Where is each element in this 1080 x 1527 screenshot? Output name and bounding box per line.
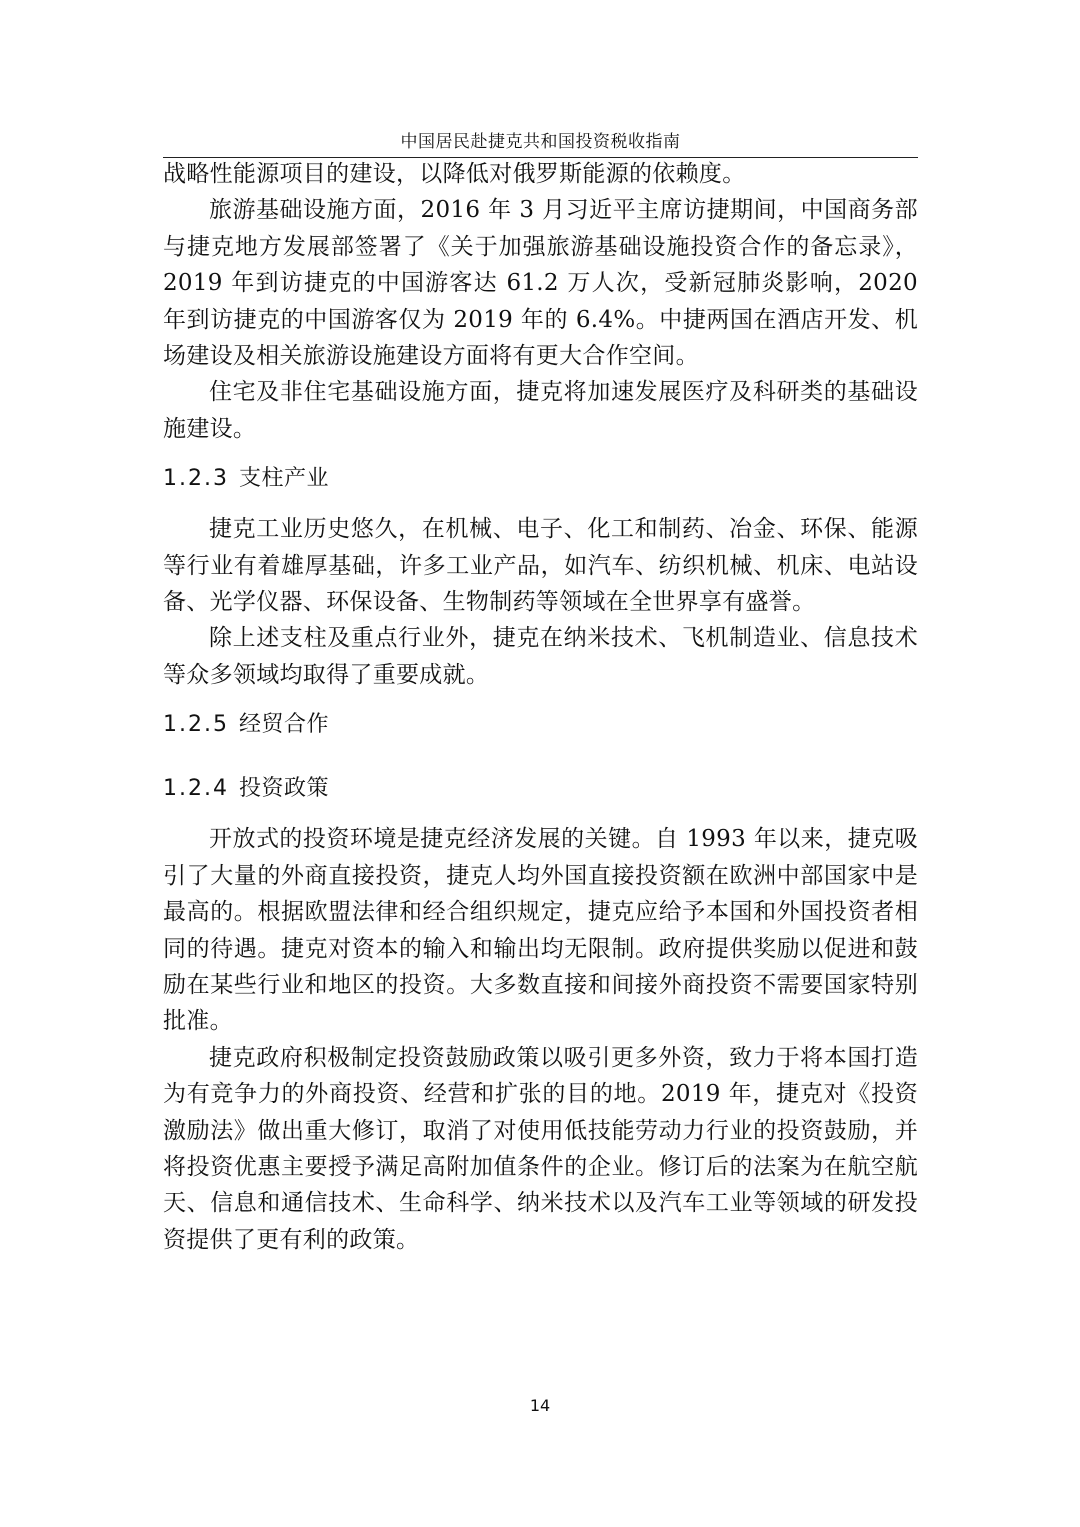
paragraph-energy-continuation: 战略性能源项目的建设，以降低对俄罗斯能源的依赖度。: [163, 161, 746, 187]
paragraph-residential-infrastructure: 住宅及非住宅基础设施方面，捷克将加速发展医疗及科研类的基础设施建设。: [163, 379, 918, 442]
section-heading-investment-policy: [163, 757, 918, 821]
section-heading-trade-cooperation: [163, 693, 918, 757]
page-body: [163, 156, 918, 1258]
paragraph-tourism-infrastructure: 旅游基础设施方面，2016 年 3 月习近平主席访捷期间，中国商务部与捷克地方发展部签署了《关于加强旅游基础设施投资合作的备忘录》，2019 年到访捷克的中国游客达 61.2 万人次，受新冠肺炎影响，2020 年到访捷克的中国游客仅为 2019 年的 6.4%。中捷两国在酒店开发、机场建设及相关旅游设施建设方面将有更大合作空间。: [163, 197, 918, 370]
page-number: 14: [529, 1396, 551, 1415]
document-title: 中国居民赴捷克共和国投资税收指南: [400, 132, 681, 152]
section-number: 1.2.5: [163, 712, 229, 738]
paragraph-other-achievements: 除上述支柱及重点行业外，捷克在纳米技术、飞机制造业、信息技术等众多领域均取得了重要成就。: [163, 625, 918, 688]
paragraph-open-investment: 开放式的投资环境是捷克经济发展的关键。自 1993 年以来，捷克吸引了大量的外商直接投资，捷克人均外国直接投资额在欧洲中部国家中是最高的。根据欧盟法律和经合组织规定，捷克应给予本国和外国投资者相同的待遇。捷克对资本的输入和输出均无限制。政府提供奖励以促进和鼓励在某些行业和地区的投资。大多数直接和间接外商投资不需要国家特别批准。: [163, 826, 918, 1035]
section-heading-pillar-industries: [163, 447, 918, 511]
paragraph-industry-history: 捷克工业历史悠久，在机械、电子、化工和制药、冶金、环保、能源等行业有着雄厚基础，许多工业产品，如汽车、纺织机械、机床、电站设备、光学仪器、环保设备、生物制药等领域在全世界享有盛誉。: [163, 516, 918, 616]
section-title: 投资政策: [239, 776, 330, 802]
section-title: 支柱产业: [239, 466, 330, 492]
section-title: 经贸合作: [239, 712, 330, 738]
section-number: 1.2.4: [163, 776, 229, 802]
section-number: 1.2.3: [163, 466, 229, 492]
page-header: [163, 128, 918, 158]
paragraph-investment-incentives: 捷克政府积极制定投资鼓励政策以吸引更多外资，致力于将本国打造为有竞争力的外商投资、经营和扩张的目的地。2019 年，捷克对《投资激励法》做出重大修订，取消了对使用低技能劳动力行业的投资鼓励，并将投资优惠主要授予满足高附加值条件的企业。修订后的法案为在航空航天、信息和通信技术、生命科学、纳米技术以及汽车工业等领域的研发投资提供了更有利的政策。: [163, 1044, 918, 1253]
